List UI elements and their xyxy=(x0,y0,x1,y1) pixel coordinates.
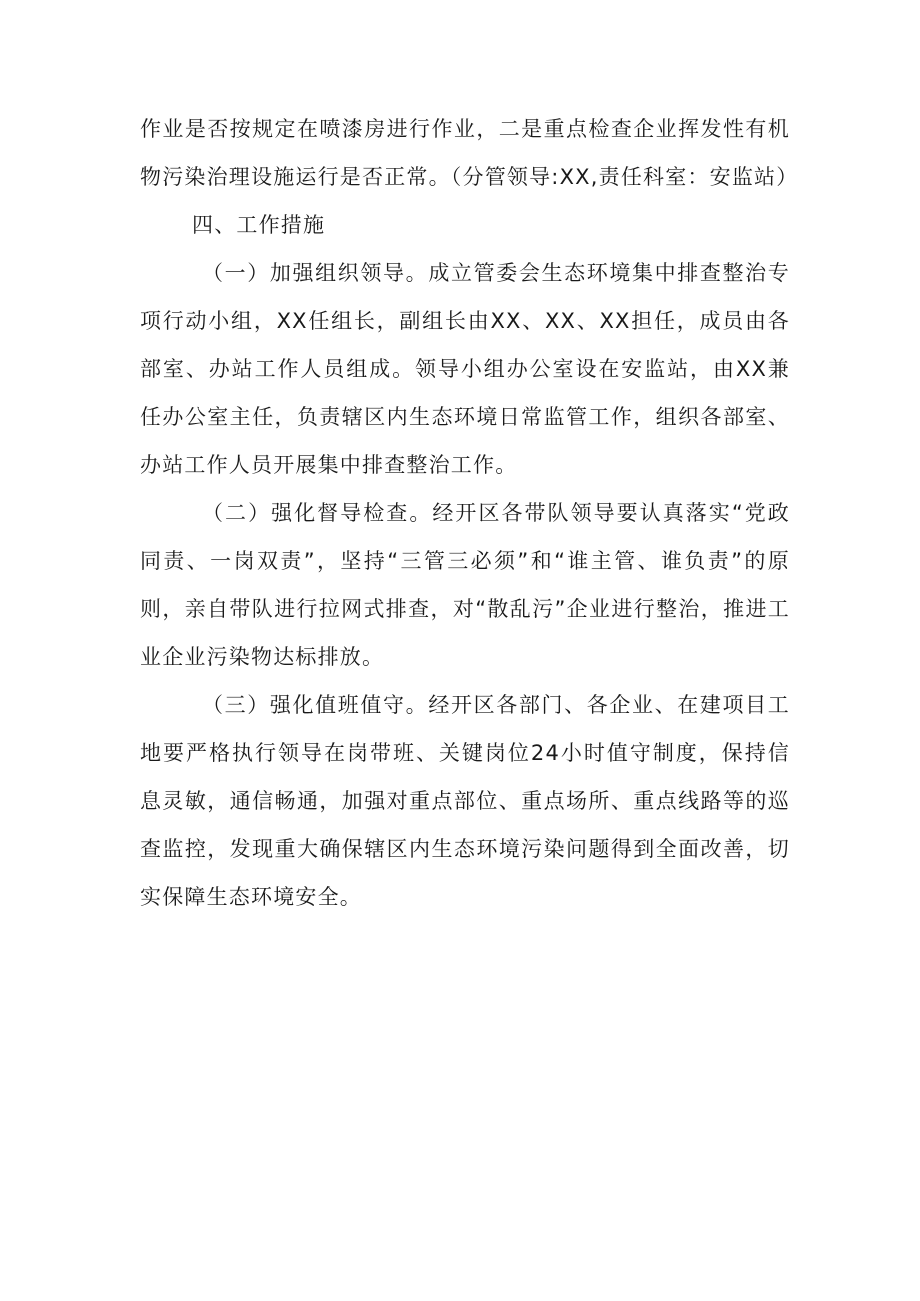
paragraph-duty-watch: （三）强化值班值守。经开区各部门、各企业、在建项目工地要严格执行领导在岗带班、关键岗位24小时值守制度，保持信息灵敏，通信畅通，加强对重点部位、重点场所、重点线路等的巡查监控，发现重大确保辖区内生态环境污染问题得到全面改善，切实保障生态环境安全。 xyxy=(140,693,790,909)
paragraph-supervision-inspection: （二）强化督导检查。经开区各带队领导要认真落实“党政同责、一岗双责”，坚持“三管三必须”和“谁主管、谁负责”的原则，亲自带队进行拉网式排查，对“散乱污”企业进行整治，推进工业企业污染物达标排放。 xyxy=(140,501,790,669)
paragraph-organization-leadership: （一）加强组织领导。成立管委会生态环境集中排查整治专项行动小组，XX任组长，副组长由XX、XX、XX担任，成员由各部室、办站工作人员组成。领导小组办公室设在安监站，由XX兼任办公室主任，负责辖区内生态环境日常监管工作，组织各部室、办站工作人员开展集中排查整治工作。 xyxy=(140,261,790,477)
paragraph-continued: 作业是否按规定在喷漆房进行作业，二是重点检查企业挥发性有机物污染治理设施运行是否正常。（分管领导:XX,责任科室：安监站） xyxy=(140,117,799,189)
document-body xyxy=(140,105,799,921)
section-heading-work-measures: 四、工作措施 xyxy=(192,213,326,237)
